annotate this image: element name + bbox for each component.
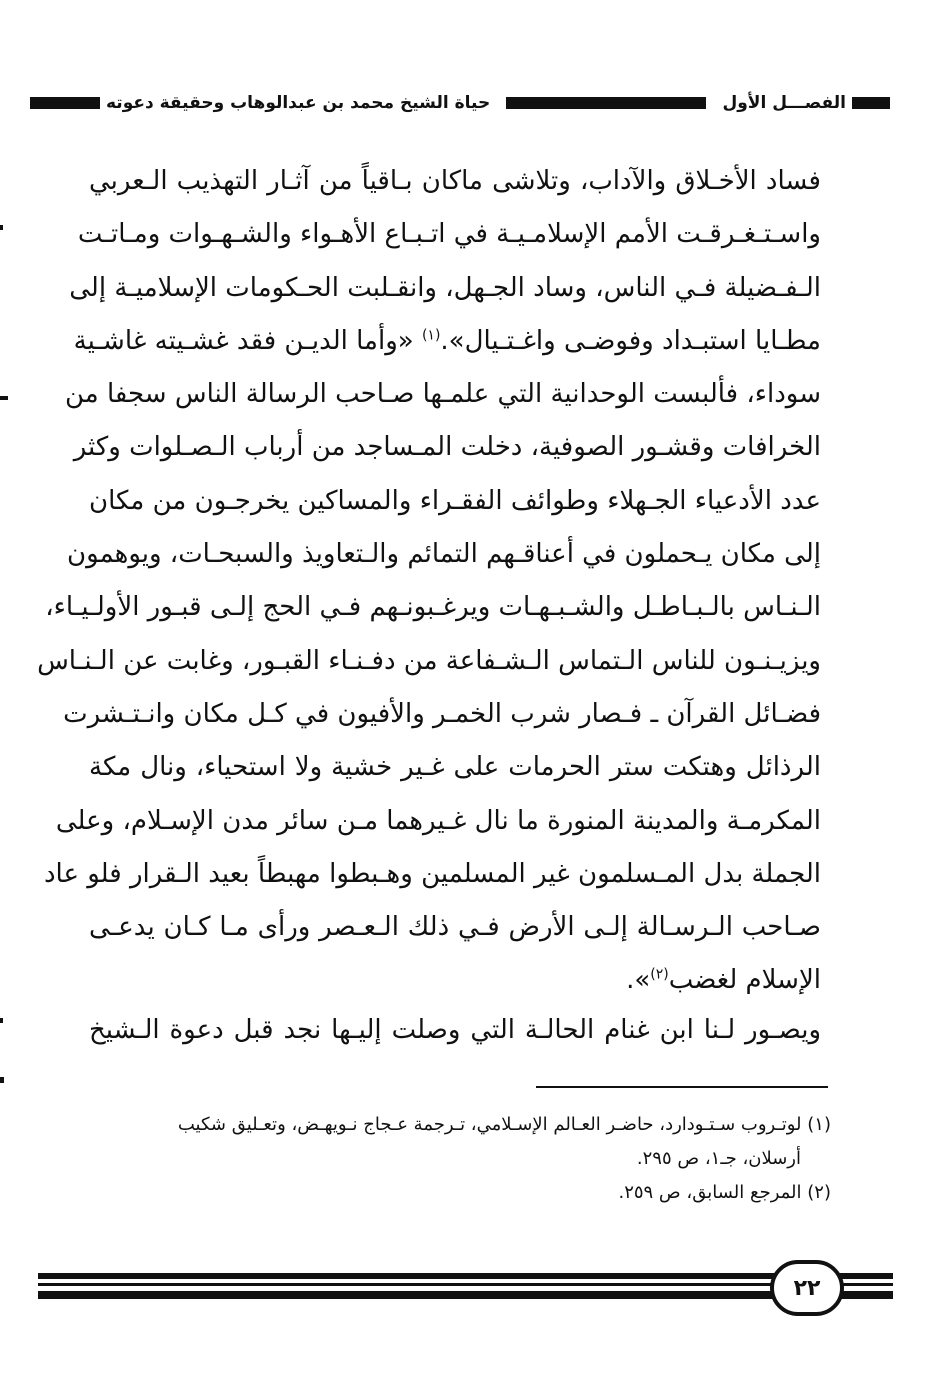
text-line: فساد الأخـلاق والآداب، وتلاشى ماكان بـاقياً من آثـار التهذيب الـعربي <box>89 166 821 196</box>
text-line: الجملة بدل المـسلمون غير المسلمين وهـبطوا مهبطاً بعيد الـقرار فلو عاد <box>43 858 821 889</box>
footnote-text: المرجع السابق، ص ٢٥٩. <box>618 1182 802 1203</box>
text-segment: مطـايا استبـداد وفوضـى واغـتـيال». <box>440 325 821 356</box>
text-segment: الإسلام لغضب <box>668 965 821 996</box>
text-line <box>89 954 821 1007</box>
header-rule-middle <box>506 97 706 109</box>
text-line <box>73 315 821 368</box>
text-line: صـاحب الـرسـالة إلـى الأرض فـي ذلك الـعـصر ورأى مـا كـان يدعـى <box>89 912 821 943</box>
book-title: حياة الشيخ محمد بن عبدالوهاب وحقيقة دعوته <box>106 93 491 113</box>
footer-rule <box>38 1273 893 1279</box>
footnote-2 <box>89 1176 831 1210</box>
header-rule-left <box>30 97 100 109</box>
footnote-text-continued: أرسلان، جـ١، ص ٢٩٥. <box>636 1148 801 1169</box>
second-paragraph: ويصـور لـنا ابن غنام الحالـة التي وصلت إليـها نجد قبل دعوة الـشيخ <box>89 1015 821 1045</box>
main-paragraph <box>37 155 821 1008</box>
text-line: ويزيـنـون للناس الـتماس الـشـفاعة من دفـنـاء القبـور، وغابت عن الـنـاس <box>37 645 821 676</box>
text-line: المكرمـة والمدينة المنورة ما نال غـيرهما مـن سائر مدن الإسـلام، وعلى <box>55 805 821 836</box>
text-line: إلى مكان يـحملون في أعناقـهم التمائم والـتعاويذ والسبحـات، ويوهمون <box>67 539 821 570</box>
text-line: فضـائل القرآن ـ فـصار شرب الخمـر والأفيون في كـل مكان وانـتـشرت <box>63 698 821 729</box>
footnote-number: (٢) <box>807 1182 831 1203</box>
scan-speck <box>0 225 3 230</box>
footnote-number: (١) <box>807 1114 831 1135</box>
footnote-ref-1[interactable]: (١) <box>421 327 441 344</box>
footnote-text: لوتـروب سـتـودارد، حاضـر العـالم الإسـلامي، تـرجمة عـجاج نـويهـض، وتعـليق شكيب <box>177 1114 802 1135</box>
scan-speck <box>0 1018 3 1023</box>
text-line: واسـتـغـرقـت الأمم الإسلامـيـة في اتـبـاع الأهـواء والشـهـوات ومـاتـت <box>77 219 821 250</box>
header-rule-right <box>852 97 890 109</box>
text-line: الـنـاس بالـبـاطـل والشـبـهـات ويرغـبونـهم فـي الحج إلـى قبـور الأولـيـاء، <box>45 592 821 623</box>
running-header <box>30 88 890 118</box>
footnote-separator <box>536 1086 828 1088</box>
text-line: الخرافات وقشـور الصوفية، دخلت المـساجد من أرباب الـصـلوات وكثر <box>73 432 821 463</box>
scan-speck <box>0 1077 4 1083</box>
footnote-1 <box>89 1108 831 1176</box>
page-number: ٢٢ <box>770 1260 844 1316</box>
text-line: الـفـضيلة فـي الناس، وساد الجـهل، وانقـلبت الحـكومات الإسلاميـة إلى <box>69 272 821 303</box>
chapter-label: الفصـــل الأول <box>722 93 846 113</box>
text-line: سوداء، فألبست الوحدانية التي علمـها صـاحب الرسالة الناس سجفا من <box>64 379 821 410</box>
text-segment: «وأما الديـن فقد غشـيته غاشـية <box>73 325 414 356</box>
closing-quote: ». <box>626 965 651 996</box>
footnotes <box>89 1108 831 1210</box>
footer-rule <box>38 1291 893 1299</box>
text-line: الرذائل وهتكت ستر الحرمات على غـير خشية ولا استحياء، ونال مكة <box>89 752 821 783</box>
footnote-ref-2[interactable]: (٢) <box>650 966 669 983</box>
scan-speck <box>0 396 8 400</box>
footer-rule <box>38 1283 893 1286</box>
text-line: عدد الأدعياء الجـهلاء وطوائف الفقـراء والمساكين يخرجـون من مكان <box>89 485 821 516</box>
